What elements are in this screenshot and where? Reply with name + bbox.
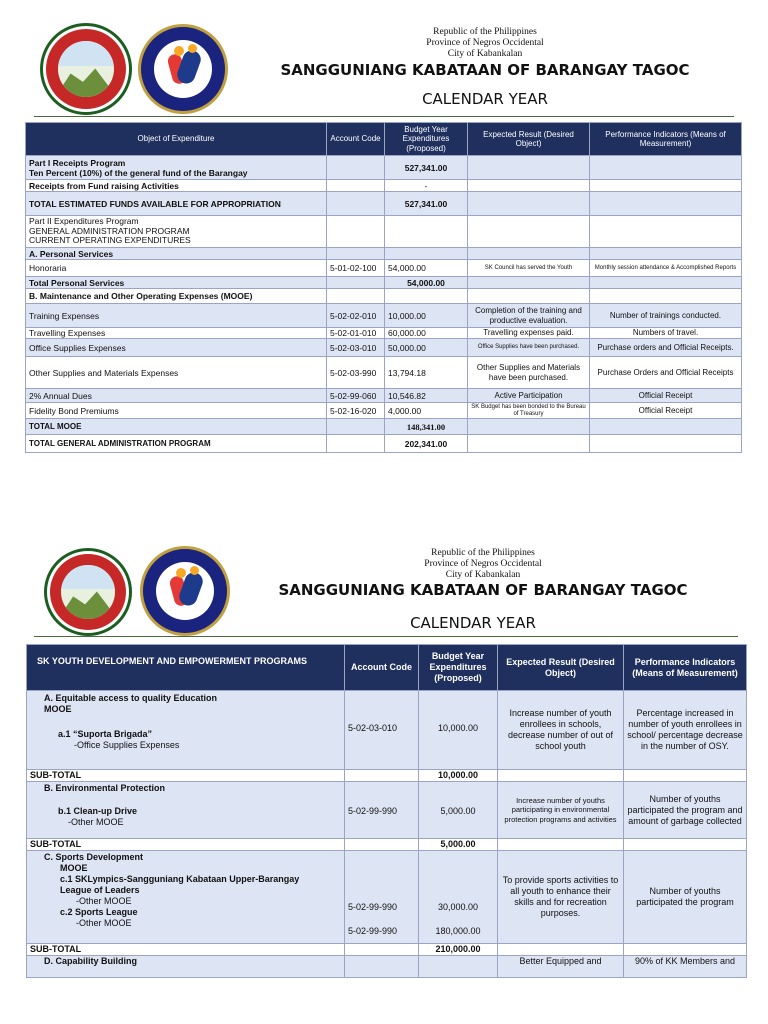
city-line: City of Kabankalan [445,570,521,580]
cell-indicator: Numbers of travel. [590,328,742,339]
activity-name: a.1 “Suporta Brigada” [58,729,153,739]
header-lines [370,27,600,60]
table-row [26,403,742,419]
cell-text: Travelling Expenses [26,328,327,339]
table-row [26,435,742,453]
cell-indicator: Official Receipt [590,403,742,419]
cell-text: TOTAL MOOE [26,419,327,435]
cell-indicator: Purchase Orders and Official Receipts [590,357,742,389]
cell-result: Completion of the training and productive evaluation. [468,304,590,328]
cell-result: To provide sports activities to all youth to enhance their skills and for recreation purposes. [498,851,624,944]
col-budget: Budget Year Expenditures (Proposed) [419,645,498,691]
cell-result: SK Council has served the Youth [468,260,590,277]
cell-text: B. Maintenance and Other Operating Expenses (MOOE) [26,289,327,304]
table-row [26,389,742,403]
cell-amount: 527,341.00 [385,192,468,216]
cell-result: Active Participation [468,389,590,403]
cell-indicator: 90% of KK Members and [624,956,747,978]
barangay-seal-icon [44,548,132,636]
table-row [26,339,742,357]
table-row [26,192,742,216]
col-expected-result: Expected Result (Desired Object) [468,123,590,156]
calendar-year: CALENDAR YEAR [410,614,536,632]
activity-name: b.1 Clean-up Drive [58,806,138,816]
cell-amount: 202,341.00 [385,435,468,453]
table-row [26,328,742,339]
cell-amount: 10,000.00 [385,304,468,328]
cell-amount: 210,000.00 [419,944,498,956]
cell-amount: 10,546.82 [385,389,468,403]
barangay-seal-icon [40,23,132,115]
table-header-row [26,123,742,156]
table-row [27,944,747,956]
header-rule [34,116,734,117]
general-admin-table [25,122,742,453]
youth-programs-table [26,644,747,978]
cell-text: Other Supplies and Materials Expenses [26,357,327,389]
cell-text: TOTAL GENERAL ADMINISTRATION PROGRAM [26,435,327,453]
cell-code: 5-02-99-990 [348,926,398,936]
cell-indicator: Number of trainings conducted. [590,304,742,328]
cell-indicator: Monthly session attendance & Accomplished Reports [590,260,742,277]
table-row [26,277,742,289]
cell-amount: 30,000.00 [437,902,479,912]
cell-result: Travelling expenses paid. [468,328,590,339]
table-row [27,851,747,944]
table-row [26,180,742,192]
cell-code: 5-02-01-010 [327,328,385,339]
col-account-code: Account Code [327,123,385,156]
activity-name: c.2 Sports League [60,907,138,917]
cell-code: 5-02-99-990 [345,782,419,839]
calendar-year: CALENDAR YEAR [422,90,548,108]
table-row [27,839,747,851]
province-line: Province of Negros Occidental [424,559,542,569]
cell-code: 5-02-99-990 [348,902,398,912]
table-row [26,419,742,435]
cell-amount: 4,000.00 [385,403,468,419]
cell-indicator: Number of youths participated the program and amount of garbage collected [624,782,747,839]
cell-text: TOTAL ESTIMATED FUNDS AVAILABLE FOR APPROPRIATION [26,192,327,216]
city-line: City of Kabankalan [447,49,523,59]
cell-text: Ten Percent (10%) of the general fund of the Barangay [29,167,248,178]
cell-result: Office Supplies have been purchased. [468,339,590,357]
table-row [27,956,747,978]
table-row [26,248,742,260]
cell-text: Office Supplies Expenses [26,339,327,357]
col-expected-result: Expected Result (Desired Object) [498,645,624,691]
activity-sub: -Other MOOE [76,896,132,906]
province-line: Province of Negros Occidental [426,38,544,48]
mooe-label: MOOE [60,863,88,873]
cell-code: 5-02-03-990 [327,357,385,389]
table-row [27,691,747,770]
cell-indicator: Number of youths participated the program [624,851,747,944]
cell-text: Total Personal Services [26,277,327,289]
subtotal-label: SUB-TOTAL [27,770,345,782]
col-object: Object of Expenditure [26,123,327,156]
subtotal-label: SUB-TOTAL [27,839,345,851]
cell-amount: 10,000.00 [419,691,498,770]
cell-text: 2% Annual Dues [26,389,327,403]
activity-sub: -Office Supplies Expenses [74,740,180,750]
activity-sub: -Other MOOE [76,918,132,928]
cell-amount: 13,794.18 [385,357,468,389]
cell-result: Increase number of youths participating in environmental protection programs and activities [498,782,624,839]
program-title: B. Environmental Protection [44,783,166,793]
cell-code: 5-02-03-010 [327,339,385,357]
cell-indicator: Purchase orders and Official Receipts. [590,339,742,357]
cell-code: 5-02-02-010 [327,304,385,328]
cell-indicator: Percentage increased in number of youth enrollees in school/ percentage decrease in the number of OSY. [624,691,747,770]
cell-amount: 527,341.00 [385,156,468,180]
cell-result: Better Equipped and [498,956,624,978]
col-account-code: Account Code [345,645,419,691]
budget-page-2 [0,520,768,1024]
budget-page-1 [0,0,768,500]
cell-text: GENERAL ADMINISTRATION PROGRAM [29,225,190,236]
cell-amount: 148,341.00 [385,419,468,435]
table-row [26,156,742,180]
sk-logo-icon [138,24,228,114]
cell-text: Part I Receipts Program [29,157,126,168]
activity-sub: -Other MOOE [68,817,124,827]
activity-name: c.1 SKLympics-Sangguniang Kabataan Upper-Barangay League of Leaders [60,874,300,895]
cell-text: Training Expenses [26,304,327,328]
cell-amount: 10,000.00 [419,770,498,782]
cell-code: 5-02-99-060 [327,389,385,403]
cell-amount: 54,000.00 [385,277,468,289]
cell-text: Receipts from Fund raising Activities [26,180,327,192]
cell-code: 5-02-16-020 [327,403,385,419]
table-row [27,770,747,782]
cell-amount: 5,000.00 [419,782,498,839]
header-lines [368,548,598,581]
col-budget: Budget Year Expenditures (Proposed) [385,123,468,156]
table-header-row [27,645,747,691]
cell-text: CURRENT OPERATING EXPENDITURES [29,235,191,246]
cell-amount: 50,000.00 [385,339,468,357]
col-performance-indicators: Performance Indicators (Means of Measurement) [590,123,742,156]
cell-indicator: Official Receipt [590,389,742,403]
col-performance-indicators: Performance Indicators (Means of Measurement) [624,645,747,691]
cell-code: 5-02-03-010 [345,691,419,770]
cell-text: Honoraria [26,260,327,277]
cell-amount: 54,000.00 [385,260,468,277]
cell-result: Other Supplies and Materials have been purchased. [468,357,590,389]
page-title: SANGGUNIANG KABATAAN OF BARANGAY TAGOC [278,581,688,599]
cell-result: Increase number of youth enrollees in schools, decrease number of out of school youth [498,691,624,770]
header-rule [34,636,738,637]
cell-text: Fidelity Bond Premiums [26,403,327,419]
table-row [26,357,742,389]
cell-code: 5-01-02-100 [327,260,385,277]
program-title: C. Sports Development [44,852,144,862]
cell-amount: 5,000.00 [419,839,498,851]
subtotal-label: SUB-TOTAL [27,944,345,956]
cell-text: A. Personal Services [26,248,327,260]
table-row [26,289,742,304]
table-row [26,216,742,248]
cell-amount: - [385,180,468,192]
cell-amount: 180,000.00 [435,926,481,936]
table-row [26,260,742,277]
mooe-label: MOOE [44,704,72,714]
program-title: D. Capability Building [27,956,345,978]
cell-result: SK Budget has been bonded to the Bureau of Treasury [468,403,590,419]
page-title: SANGGUNIANG KABATAAN OF BARANGAY TAGOC [280,61,690,79]
republic-line: Republic of the Philippines [433,27,537,37]
col-program: SK YOUTH DEVELOPMENT AND EMPOWERMENT PROGRAMS [27,645,345,691]
table-row [27,782,747,839]
sk-logo-icon [140,546,230,636]
table-row [26,304,742,328]
cell-text: Part II Expenditures Program [29,216,139,227]
republic-line: Republic of the Philippines [431,548,535,558]
cell-amount: 60,000.00 [385,328,468,339]
program-title: A. Equitable access to quality Education [44,693,218,703]
